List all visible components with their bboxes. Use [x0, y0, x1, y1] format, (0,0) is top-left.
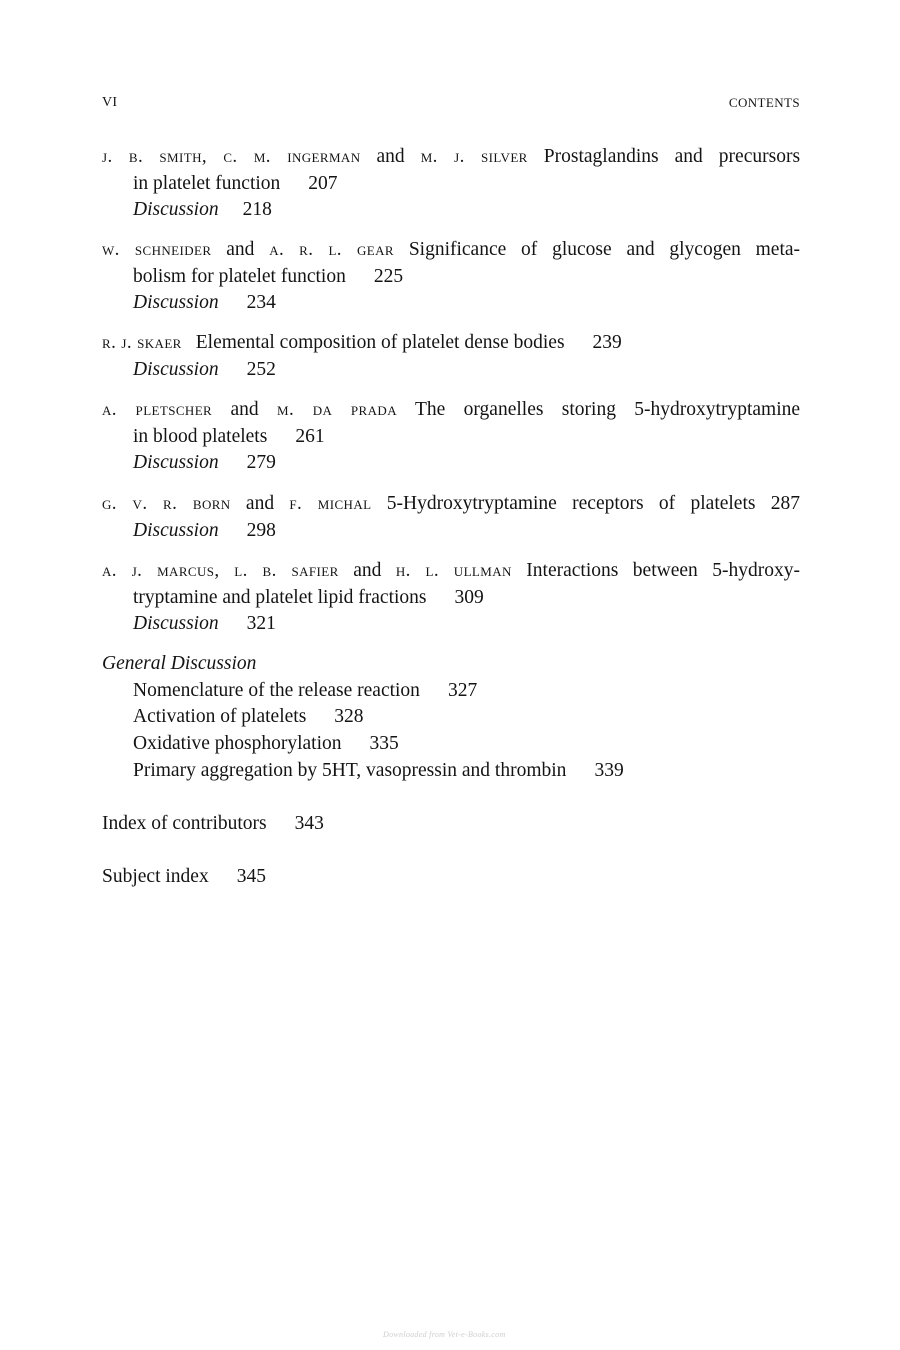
index-contributors-label: Index of contributors: [102, 813, 267, 834]
index-contributors-page: 343: [294, 813, 324, 834]
entry-page: 309: [454, 586, 484, 608]
general-discussion-item: [102, 758, 800, 785]
entry-authors: r. j. skaer: [102, 332, 182, 353]
entry-page: 207: [308, 172, 338, 194]
entry-and: and: [245, 493, 275, 514]
entry-title: in blood platelets: [133, 425, 268, 447]
item-title: Nomenclature of the release reaction: [133, 679, 420, 701]
download-watermark: Downloaded from Vet-e-Books.com: [383, 1330, 506, 1339]
entry-title: The organelles storing 5-hydroxytryptamine: [415, 399, 801, 420]
entry-title: Interactions between 5-hydroxy-: [526, 560, 800, 581]
entry-title: bolism for platelet function: [133, 265, 346, 287]
contents-entry: [102, 558, 800, 638]
item-title: Primary aggregation by 5HT, vasopressin and thrombin: [133, 759, 567, 781]
entry-and: and: [230, 399, 259, 420]
contents-entry: [102, 330, 800, 383]
contents-page: [102, 0, 800, 1350]
discussion-label: Discussion: [133, 292, 219, 314]
entry-authors: h. l. ullman: [395, 560, 512, 581]
entry-discussion: [102, 290, 800, 317]
entry-first-line: [102, 491, 800, 518]
subject-index: [102, 864, 800, 891]
subject-index-line: [102, 864, 800, 891]
entry-discussion: [102, 450, 800, 477]
discussion-page: 234: [246, 292, 276, 314]
index-contributors-line: [102, 811, 800, 838]
entry-title: Significance of glucose and glycogen meta-: [408, 239, 801, 260]
entry-and: and: [376, 146, 405, 167]
item-page: 335: [369, 733, 399, 755]
general-discussion-item: [102, 704, 800, 731]
subject-index-page: 345: [236, 866, 266, 887]
entry-second-line: [102, 585, 800, 612]
entry-discussion: [102, 611, 800, 638]
entry-authors: w. schneider: [102, 239, 212, 260]
item-page: 327: [447, 679, 478, 701]
entry-title: 5-Hydroxytryptamine receptors of platelets: [386, 493, 756, 514]
entry-page: 287: [770, 493, 801, 514]
subject-index-label: Subject index: [102, 866, 209, 887]
discussion-page: 279: [246, 452, 276, 474]
entry-title: in platelet function: [133, 172, 281, 194]
entry-discussion: [102, 518, 800, 545]
contents-entry: [102, 237, 800, 317]
entry-authors: j. b. smith, c. m. ingerman: [102, 146, 361, 167]
entry-first-line: [102, 397, 800, 424]
discussion-label: Discussion: [133, 199, 219, 221]
general-discussion-item: [102, 731, 800, 758]
contents-entry: [102, 397, 800, 477]
page-number: VI: [102, 95, 118, 110]
contents-entry: [102, 144, 800, 224]
entry-discussion: [102, 197, 800, 224]
entry-second-line: [102, 264, 800, 291]
entry-authors: f. michal: [289, 493, 372, 514]
general-discussion-label: General Discussion: [102, 653, 257, 674]
discussion-page: 321: [246, 613, 276, 635]
entry-first-line: [102, 144, 800, 171]
entry-second-line: [102, 171, 800, 198]
entry-title: tryptamine and platelet lipid fractions: [133, 586, 427, 608]
discussion-label: Discussion: [133, 358, 219, 380]
entry-first-line: [102, 558, 800, 585]
entry-first-line: [102, 237, 800, 264]
entry-title: Elemental composition of platelet dense bodies: [195, 332, 565, 353]
item-title: Activation of platelets: [133, 706, 307, 728]
entry-page: 261: [295, 425, 325, 447]
general-discussion-section: [102, 651, 800, 784]
entry-title: Prostaglandins and precursors: [543, 146, 801, 167]
running-title: CONTENTS: [728, 95, 800, 110]
entry-authors: m. da prada: [277, 399, 397, 420]
discussion-label: Discussion: [133, 452, 219, 474]
entry-authors: m. j. silver: [420, 146, 528, 167]
running-header: [102, 95, 800, 115]
entry-page: 239: [592, 332, 622, 353]
entry-page: 225: [373, 265, 404, 287]
entry-authors: a. pletscher: [102, 399, 213, 420]
general-discussion-item: [102, 678, 800, 705]
discussion-label: Discussion: [133, 519, 219, 541]
discussion-page: 252: [246, 358, 276, 380]
entry-first-line: [102, 330, 800, 357]
general-discussion-heading: [102, 651, 800, 678]
entry-authors: a. r. l. gear: [269, 239, 395, 260]
entry-authors: a. j. marcus, l. b. safier: [102, 560, 339, 581]
item-page: 339: [594, 759, 624, 781]
discussion-page: 298: [246, 519, 276, 541]
index-of-contributors: [102, 811, 800, 838]
item-title: Oxidative phosphorylation: [133, 733, 342, 755]
discussion-page: 218: [242, 199, 272, 221]
entry-second-line: [102, 424, 800, 451]
discussion-label: Discussion: [133, 613, 219, 635]
entry-authors: g. v. r. born: [102, 493, 231, 514]
entry-and: and: [353, 560, 382, 581]
entry-and: and: [226, 239, 255, 260]
contents-entry: [102, 491, 800, 544]
item-page: 328: [334, 706, 364, 728]
entry-discussion: [102, 357, 800, 384]
